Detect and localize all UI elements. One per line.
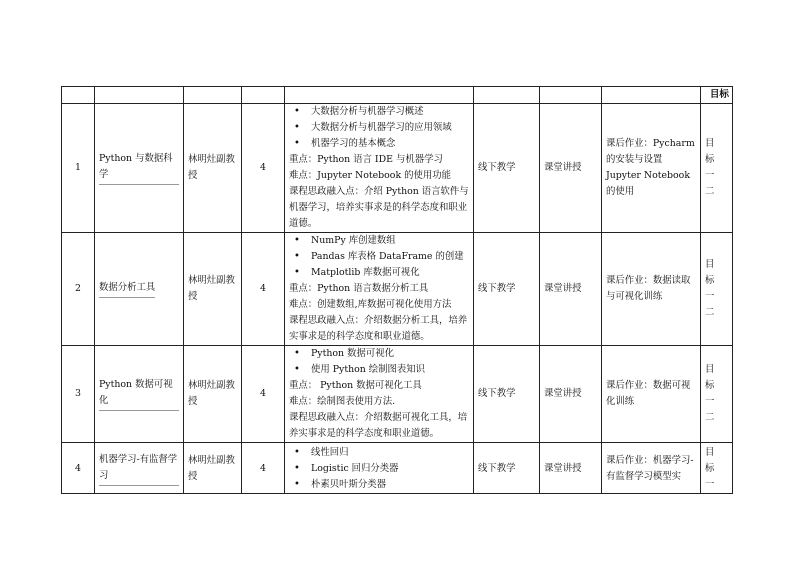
topic-list (289, 445, 469, 493)
teacher: 林明灶副教授 (184, 443, 242, 494)
header-cell (62, 87, 95, 104)
hours: 4 (242, 104, 285, 233)
homework: 课后作业：机器学习-有监督学习模型实 (602, 443, 701, 494)
table-row (62, 443, 733, 494)
ideology-point: 课程思政融入点：介绍数据分析工具，培养实事求是的科学态度和职业道德。 (289, 315, 468, 342)
goal-cell (701, 104, 733, 233)
homework: 课后作业：Pycharm 的安装与设置Jupyter Notebook 的使用 (602, 104, 701, 233)
difficulty: 难点：创建数组,库数据可视化使用方法 (289, 299, 452, 310)
goal-item: 二 (705, 307, 715, 318)
table-row (62, 104, 733, 233)
list-item: • Logistic 回归分类器 (289, 461, 469, 477)
topics-cell (285, 443, 474, 494)
teaching-mode: 线下教学 (474, 104, 540, 233)
goal-item: 一 (705, 291, 715, 302)
list-item: • 大数据分析与机器学习的应用领域 (289, 120, 469, 136)
key-point: 重点： Python 数据可视化工具 (289, 380, 422, 391)
teacher: 林明灶副教授 (184, 104, 242, 233)
list-item: • 使用 Python 绘制图表知识 (289, 362, 469, 378)
table-row (62, 233, 733, 346)
goal-item: 二 (705, 186, 715, 197)
row-index: 3 (62, 346, 95, 443)
teacher: 林明灶副教授 (184, 233, 242, 346)
goal-cell (701, 233, 733, 346)
list-item: • 线性回归 (289, 445, 469, 461)
header-cell (474, 87, 540, 104)
ideology-point: 课程思政融入点：介绍数据可视化工具，培养实事求是的科学态度和职业道德。 (289, 412, 468, 439)
key-point: 重点：Python 语言数据分析工具 (289, 283, 429, 294)
goal-item: 二 (705, 412, 715, 423)
list-item: • 大数据分析与机器学习概述 (289, 104, 469, 120)
row-index: 1 (62, 104, 95, 233)
teaching-mode: 线下教学 (474, 346, 540, 443)
row-index: 2 (62, 233, 95, 346)
list-item: • 朴素贝叶斯分类器 (289, 477, 469, 493)
teaching-method: 课堂讲授 (540, 233, 602, 346)
topics-cell (285, 233, 474, 346)
goal-cell (701, 443, 733, 494)
teaching-mode: 线下教学 (474, 233, 540, 346)
goal-cell (701, 346, 733, 443)
goal-item: 一 (705, 479, 715, 490)
goal-label: 目 标 (705, 138, 721, 165)
row-index: 4 (62, 443, 95, 494)
course-name: Python 与数据科学 (95, 104, 184, 233)
difficulty: 难点：Jupyter Notebook 的使用功能 (289, 170, 451, 181)
table-row (62, 346, 733, 443)
header-cell (540, 87, 602, 104)
header-cell (285, 87, 474, 104)
teaching-method: 课堂讲授 (540, 346, 602, 443)
hours: 4 (242, 233, 285, 346)
header-goal: 目标 (701, 87, 733, 104)
course-schedule-table (61, 86, 733, 494)
course-name: Python 数据可视化 (95, 346, 184, 443)
teacher: 林明灶副教授 (184, 346, 242, 443)
topic-list (289, 346, 469, 378)
teaching-method: 课堂讲授 (540, 443, 602, 494)
hours: 4 (242, 443, 285, 494)
header-cell (184, 87, 242, 104)
teaching-mode: 线下教学 (474, 443, 540, 494)
goal-label: 目 标 (705, 364, 721, 391)
hours: 4 (242, 346, 285, 443)
list-item: • 机器学习的基本概念 (289, 136, 469, 152)
goal-item: 一 (705, 396, 715, 407)
topic-list (289, 104, 469, 152)
goal-label: 目 标 (705, 447, 721, 474)
ideology-point: 课程思政融入点：介绍 Python 语言软件与机器学习，培养实事求是的科学态度和职业道德。 (289, 186, 469, 229)
teaching-method: 课堂讲授 (540, 104, 602, 233)
header-cell (95, 87, 184, 104)
topics-cell (285, 104, 474, 233)
key-point: 重点：Python 语言 IDE 与机器学习 (289, 154, 443, 165)
homework: 课后作业：数据读取与可视化训练 (602, 233, 701, 346)
header-cell (242, 87, 285, 104)
list-item: • Python 数据可视化 (289, 346, 469, 362)
list-item: • Matplotlib 库数据可视化 (289, 265, 469, 281)
list-item: • NumPy 库创建数组 (289, 233, 469, 249)
goal-label: 目 标 (705, 259, 721, 286)
topic-list (289, 233, 469, 281)
topics-cell (285, 346, 474, 443)
header-cell (602, 87, 701, 104)
homework: 课后作业：数据可视化训练 (602, 346, 701, 443)
difficulty: 难点：绘制图表使用方法. (289, 396, 396, 407)
course-name: 机器学习-有监督学习 (95, 443, 184, 494)
goal-item: 一 (705, 170, 715, 181)
list-item: • Pandas 库表格 DataFrame 的创建 (289, 249, 469, 265)
course-name: 数据分析工具 (95, 233, 184, 346)
table-header-row (62, 87, 733, 104)
